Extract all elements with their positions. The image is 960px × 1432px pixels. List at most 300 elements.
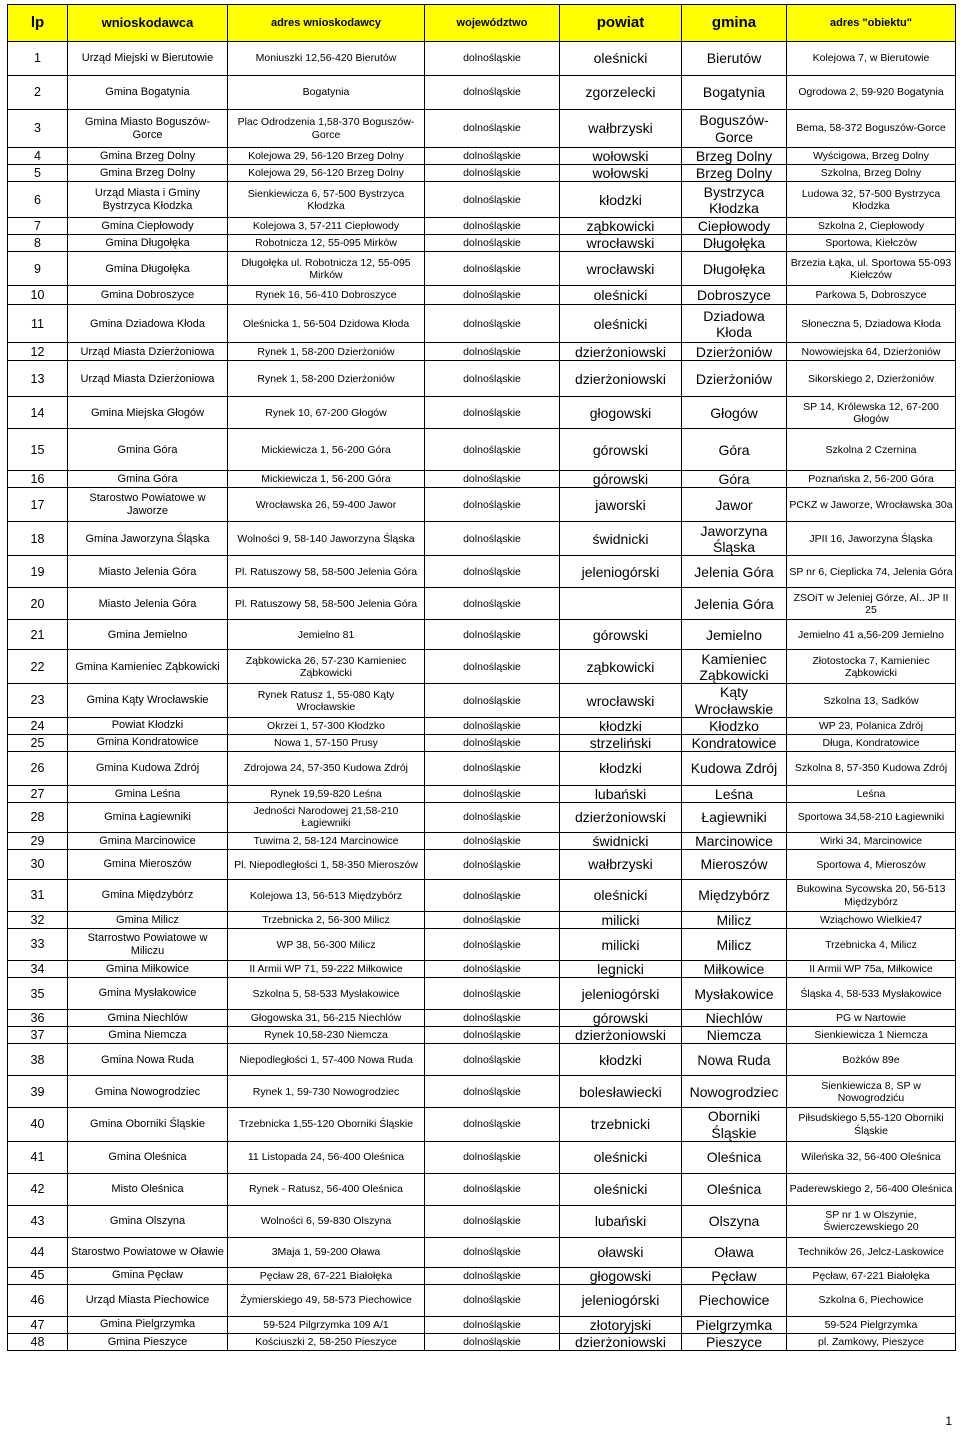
table-row — [8, 343, 956, 361]
table-row — [8, 912, 956, 929]
cell-powiat: głogowski — [560, 397, 682, 429]
cell-gmina: Jawor — [682, 488, 787, 522]
table-row — [8, 880, 956, 912]
cell-adres: Długołęka ul. Robotnicza 12, 55-095 Mirków — [228, 252, 425, 286]
cell-adres: 59-524 Pilgrzymka 109 A/1 — [228, 1316, 425, 1333]
cell-lp: 30 — [8, 850, 68, 880]
cell-gmina: Niemcza — [682, 1027, 787, 1044]
cell-adres: II Armii WP 71, 59-222 Miłkowice — [228, 961, 425, 978]
table-row — [8, 1284, 956, 1316]
cell-obiekt: Sportowa 4, Mieroszów — [787, 850, 956, 880]
cell-wnioskodawca: Gmina Jaworzyna Śląska — [68, 522, 228, 556]
cell-powiat: jeleniogórski — [560, 978, 682, 1010]
cell-gmina: Brzeg Dolny — [682, 148, 787, 165]
cell-wojewodztwo: dolnośląskie — [425, 286, 560, 305]
cell-lp: 48 — [8, 1333, 68, 1350]
cell-wojewodztwo: dolnośląskie — [425, 252, 560, 286]
cell-adres: Kolejowa 29, 56-120 Brzeg Dolny — [228, 148, 425, 165]
cell-lp: 5 — [8, 165, 68, 182]
cell-powiat: oleśnicki — [560, 880, 682, 912]
cell-gmina: Nowogrodziec — [682, 1076, 787, 1108]
cell-powiat: kłodzki — [560, 751, 682, 785]
cell-gmina: Dobroszyce — [682, 286, 787, 305]
cell-gmina: Międzybórz — [682, 880, 787, 912]
cell-wnioskodawca: Gmina Olszyna — [68, 1205, 228, 1237]
cell-wnioskodawca: Gmina Jemielno — [68, 620, 228, 650]
cell-wnioskodawca: Gmina Góra — [68, 429, 228, 471]
cell-wnioskodawca: Gmina Miłkowice — [68, 961, 228, 978]
cell-gmina: Jelenia Góra — [682, 588, 787, 620]
cell-lp: 40 — [8, 1108, 68, 1141]
cell-wojewodztwo: dolnośląskie — [425, 785, 560, 802]
cell-powiat: oleśnicki — [560, 1173, 682, 1205]
cell-wojewodztwo: dolnośląskie — [425, 488, 560, 522]
cell-lp: 33 — [8, 929, 68, 961]
cell-obiekt: Piłsudskiego 5,55-120 Oborniki Śląskie — [787, 1108, 956, 1141]
cell-lp: 38 — [8, 1044, 68, 1076]
cell-lp: 32 — [8, 912, 68, 929]
cell-wojewodztwo: dolnośląskie — [425, 1173, 560, 1205]
cell-obiekt: Sienkiewicza 8, SP w Nowogrodziću — [787, 1076, 956, 1108]
cell-lp: 26 — [8, 751, 68, 785]
cell-powiat: oleśnicki — [560, 42, 682, 76]
cell-gmina: Długołęka — [682, 252, 787, 286]
header-adres: adres wnioskodawcy — [228, 5, 425, 42]
cell-obiekt: Kolejowa 7, w Bierutowie — [787, 42, 956, 76]
cell-obiekt: PG w Nartowie — [787, 1010, 956, 1027]
cell-powiat: wałbrzyski — [560, 110, 682, 148]
cell-powiat: lubański — [560, 785, 682, 802]
cell-obiekt: Szkolna 8, 57-350 Kudowa Zdrój — [787, 751, 956, 785]
cell-obiekt: Szkolna 2 Czernina — [787, 429, 956, 471]
cell-obiekt: Ludowa 32, 57-500 Bystrzyca Kłodzka — [787, 182, 956, 218]
cell-adres: Mickiewicza 1, 56-200 Góra — [228, 471, 425, 488]
cell-gmina: Pieszyce — [682, 1333, 787, 1350]
cell-lp: 12 — [8, 343, 68, 361]
table-row — [8, 620, 956, 650]
cell-adres: Wolności 9, 58-140 Jaworzyna Śląska — [228, 522, 425, 556]
cell-wnioskodawca: Gmina Niechlów — [68, 1010, 228, 1027]
cell-obiekt: Pęcław, 67-221 Białołęka — [787, 1267, 956, 1284]
cell-lp: 19 — [8, 556, 68, 588]
cell-powiat: górowski — [560, 1010, 682, 1027]
cell-gmina: Bierutów — [682, 42, 787, 76]
cell-obiekt: ZSOiT w Jeleniej Górze, Al.. JP II 25 — [787, 588, 956, 620]
cell-gmina: Marcinowice — [682, 832, 787, 849]
cell-wojewodztwo: dolnośląskie — [425, 1108, 560, 1141]
cell-wojewodztwo: dolnośląskie — [425, 832, 560, 849]
cell-powiat: ząbkowicki — [560, 218, 682, 235]
cell-lp: 34 — [8, 961, 68, 978]
cell-powiat — [560, 588, 682, 620]
cell-wojewodztwo: dolnośląskie — [425, 588, 560, 620]
cell-powiat: złotoryjski — [560, 1316, 682, 1333]
cell-obiekt: Wirki 34, Marcinowice — [787, 832, 956, 849]
table-row — [8, 218, 956, 235]
cell-adres: Kolejowa 29, 56-120 Brzeg Dolny — [228, 165, 425, 182]
table-row — [8, 650, 956, 684]
cell-wnioskodawca: Gmina Kudowa Zdrój — [68, 751, 228, 785]
cell-obiekt: Sportowa 34,58-210 Łagiewniki — [787, 802, 956, 832]
cell-adres: Rynek 1, 58-200 Dzierżoniów — [228, 361, 425, 397]
cell-wojewodztwo: dolnośląskie — [425, 620, 560, 650]
cell-wnioskodawca: Gmina Kąty Wrocławskie — [68, 684, 228, 717]
table-row — [8, 148, 956, 165]
cell-gmina: Jaworzyna Śląska — [682, 522, 787, 556]
cell-wnioskodawca: Miasto Jelenia Góra — [68, 556, 228, 588]
cell-lp: 46 — [8, 1284, 68, 1316]
cell-wojewodztwo: dolnośląskie — [425, 1333, 560, 1350]
table-row — [8, 305, 956, 343]
table-row — [8, 1205, 956, 1237]
cell-wojewodztwo: dolnośląskie — [425, 1316, 560, 1333]
table-row — [8, 1333, 956, 1350]
cell-obiekt: Szkolna 6, Piechowice — [787, 1284, 956, 1316]
cell-wojewodztwo: dolnośląskie — [425, 1237, 560, 1267]
cell-wnioskodawca: Gmina Pieszyce — [68, 1333, 228, 1350]
cell-adres: Robotnicza 12, 55-095 Mirków — [228, 235, 425, 252]
cell-wnioskodawca: Gmina Ciepłowody — [68, 218, 228, 235]
table-row — [8, 684, 956, 717]
cell-lp: 24 — [8, 717, 68, 734]
header-obiekt: adres "obiektu" — [787, 5, 956, 42]
cell-powiat: wałbrzyski — [560, 850, 682, 880]
cell-adres: Okrzei 1, 57-300 Kłodzko — [228, 717, 425, 734]
cell-obiekt: 59-524 Pielgrzymka — [787, 1316, 956, 1333]
cell-wnioskodawca: Misto Oleśnica — [68, 1173, 228, 1205]
table-row — [8, 76, 956, 110]
table-row — [8, 397, 956, 429]
cell-gmina: Pęcław — [682, 1267, 787, 1284]
table-row — [8, 1044, 956, 1076]
cell-wnioskodawca: Gmina Miasto Boguszów-Gorce — [68, 110, 228, 148]
table-row — [8, 1108, 956, 1141]
cell-wnioskodawca: Gmina Milicz — [68, 912, 228, 929]
cell-gmina: Miłkowice — [682, 961, 787, 978]
cell-lp: 7 — [8, 218, 68, 235]
cell-adres: Wolności 6, 59-830 Olszyna — [228, 1205, 425, 1237]
cell-wojewodztwo: dolnośląskie — [425, 1076, 560, 1108]
cell-lp: 29 — [8, 832, 68, 849]
page-number: 1 — [945, 1414, 952, 1428]
cell-gmina: Oleśnica — [682, 1141, 787, 1173]
header-row — [8, 5, 956, 42]
cell-gmina: Milicz — [682, 929, 787, 961]
cell-powiat: lubański — [560, 1205, 682, 1237]
cell-powiat: strzeliński — [560, 734, 682, 751]
cell-obiekt: pl. Zamkowy, Pieszyce — [787, 1333, 956, 1350]
cell-obiekt: Sikorskiego 2, Dzierżoniów — [787, 361, 956, 397]
cell-obiekt: Bema, 58-372 Boguszów-Gorce — [787, 110, 956, 148]
cell-wnioskodawca: Urząd Miasta Dzierżoniowa — [68, 361, 228, 397]
cell-gmina: Kłodzko — [682, 717, 787, 734]
cell-adres: Głogowska 31, 56-215 Niechlów — [228, 1010, 425, 1027]
cell-wnioskodawca: Gmina Brzeg Dolny — [68, 148, 228, 165]
cell-adres: 11 Listopada 24, 56-400 Oleśnica — [228, 1141, 425, 1173]
cell-obiekt: Słoneczna 5, Dziadowa Kłoda — [787, 305, 956, 343]
cell-wojewodztwo: dolnośląskie — [425, 148, 560, 165]
cell-adres: Rynek - Ratusz, 56-400 Oleśnica — [228, 1173, 425, 1205]
table-row — [8, 961, 956, 978]
cell-powiat: dzierżoniowski — [560, 1333, 682, 1350]
cell-gmina: Bystrzyca Kłodzka — [682, 182, 787, 218]
cell-obiekt: Trzebnicka 4, Milicz — [787, 929, 956, 961]
table-row — [8, 522, 956, 556]
cell-powiat: górowski — [560, 429, 682, 471]
cell-adres: Ząbkowicka 26, 57-230 Kamieniec Ząbkowicki — [228, 650, 425, 684]
cell-adres: Sienkiewicza 6, 57-500 Bystrzyca Kłodzka — [228, 182, 425, 218]
table-row — [8, 235, 956, 252]
cell-wojewodztwo: dolnośląskie — [425, 734, 560, 751]
cell-obiekt: Jemielno 41 a,56-209 Jemielno — [787, 620, 956, 650]
table-row — [8, 182, 956, 218]
cell-lp: 17 — [8, 488, 68, 522]
cell-lp: 31 — [8, 880, 68, 912]
cell-powiat: milicki — [560, 929, 682, 961]
table-row — [8, 556, 956, 588]
cell-lp: 18 — [8, 522, 68, 556]
table-row — [8, 1267, 956, 1284]
cell-obiekt: Bożków 89e — [787, 1044, 956, 1076]
cell-wojewodztwo: dolnośląskie — [425, 751, 560, 785]
cell-wnioskodawca: Starostwo Powiatowe w Oławie — [68, 1237, 228, 1267]
cell-wojewodztwo: dolnośląskie — [425, 165, 560, 182]
cell-wojewodztwo: dolnośląskie — [425, 235, 560, 252]
cell-wnioskodawca: Gmina Oleśnica — [68, 1141, 228, 1173]
cell-wojewodztwo: dolnośląskie — [425, 429, 560, 471]
cell-obiekt: WP 23, Polanica Zdrój — [787, 717, 956, 734]
cell-powiat: zgorzelecki — [560, 76, 682, 110]
cell-wojewodztwo: dolnośląskie — [425, 1141, 560, 1173]
cell-lp: 27 — [8, 785, 68, 802]
cell-wojewodztwo: dolnośląskie — [425, 880, 560, 912]
cell-lp: 6 — [8, 182, 68, 218]
cell-lp: 23 — [8, 684, 68, 717]
cell-lp: 37 — [8, 1027, 68, 1044]
cell-wnioskodawca: Starrostwo Powiatowe w Miliczu — [68, 929, 228, 961]
cell-wnioskodawca: Urząd Miejski w Bierutowie — [68, 42, 228, 76]
cell-wojewodztwo: dolnośląskie — [425, 1205, 560, 1237]
cell-wnioskodawca: Gmina Nowa Ruda — [68, 1044, 228, 1076]
table-row — [8, 361, 956, 397]
cell-obiekt: Szkolna 2, Ciepłowody — [787, 218, 956, 235]
cell-wnioskodawca: Gmina Międzybórz — [68, 880, 228, 912]
cell-powiat: dzierżoniowski — [560, 1027, 682, 1044]
cell-obiekt: PCKZ w Jaworze, Wrocławska 30a — [787, 488, 956, 522]
cell-powiat: górowski — [560, 471, 682, 488]
cell-obiekt: Nowowiejska 64, Dzierżoniów — [787, 343, 956, 361]
table-row — [8, 110, 956, 148]
cell-adres: Kolejowa 3, 57-211 Ciepłowody — [228, 218, 425, 235]
cell-lp: 15 — [8, 429, 68, 471]
cell-lp: 21 — [8, 620, 68, 650]
cell-obiekt: Ogrodowa 2, 59-920 Bogatynia — [787, 76, 956, 110]
cell-adres: Pl. Niepodległości 1, 58-350 Mieroszów — [228, 850, 425, 880]
cell-powiat: wołowski — [560, 165, 682, 182]
cell-adres: Oleśnicka 1, 56-504 Dzidowa Kłoda — [228, 305, 425, 343]
cell-lp: 14 — [8, 397, 68, 429]
cell-wnioskodawca: Urząd Miasta i Gminy Bystrzyca Kłodzka — [68, 182, 228, 218]
cell-wojewodztwo: dolnośląskie — [425, 305, 560, 343]
cell-gmina: Łagiewniki — [682, 802, 787, 832]
cell-wojewodztwo: dolnośląskie — [425, 522, 560, 556]
cell-gmina: Piechowice — [682, 1284, 787, 1316]
cell-lp: 13 — [8, 361, 68, 397]
cell-gmina: Mieroszów — [682, 850, 787, 880]
cell-powiat: jeleniogórski — [560, 1284, 682, 1316]
cell-adres: Rynek 10,58-230 Niemcza — [228, 1027, 425, 1044]
cell-powiat: oleśnicki — [560, 286, 682, 305]
cell-wnioskodawca: Gmina Niemcza — [68, 1027, 228, 1044]
cell-gmina: Głogów — [682, 397, 787, 429]
cell-wnioskodawca: Gmina Dobroszyce — [68, 286, 228, 305]
cell-obiekt: Śląska 4, 58-533 Mysłakowice — [787, 978, 956, 1010]
cell-adres: Kolejowa 13, 56-513 Międzybórz — [228, 880, 425, 912]
cell-wojewodztwo: dolnośląskie — [425, 929, 560, 961]
cell-wnioskodawca: Gmina Miejska Głogów — [68, 397, 228, 429]
cell-gmina: Dziadowa Kłoda — [682, 305, 787, 343]
cell-adres: Kościuszki 2, 58-250 Pieszyce — [228, 1333, 425, 1350]
table-row — [8, 785, 956, 802]
cell-obiekt: SP 14, Królewska 12, 67-200 Głogów — [787, 397, 956, 429]
cell-gmina: Oława — [682, 1237, 787, 1267]
cell-gmina: Kudowa Zdrój — [682, 751, 787, 785]
cell-powiat: trzebnicki — [560, 1108, 682, 1141]
table-row — [8, 832, 956, 849]
cell-wojewodztwo: dolnośląskie — [425, 182, 560, 218]
cell-obiekt: SP nr 6, Cieplicka 74, Jelenia Góra — [787, 556, 956, 588]
cell-adres: Rynek 1, 58-200 Dzierżoniów — [228, 343, 425, 361]
cell-lp: 45 — [8, 1267, 68, 1284]
cell-wnioskodawca: Gmina Marcinowice — [68, 832, 228, 849]
cell-adres: Rynek 19,59-820 Leśna — [228, 785, 425, 802]
cell-powiat: ząbkowicki — [560, 650, 682, 684]
cell-lp: 10 — [8, 286, 68, 305]
cell-wnioskodawca: Gmina Leśna — [68, 785, 228, 802]
cell-adres: Niepodległości 1, 57-400 Nowa Ruda — [228, 1044, 425, 1076]
table-row — [8, 488, 956, 522]
cell-gmina: Leśna — [682, 785, 787, 802]
table-row — [8, 1010, 956, 1027]
cell-adres: Jedności Narodowej 21,58-210 Łagiewniki — [228, 802, 425, 832]
cell-powiat: świdnicki — [560, 832, 682, 849]
cell-wojewodztwo: dolnośląskie — [425, 912, 560, 929]
cell-wojewodztwo: dolnośląskie — [425, 961, 560, 978]
header-wnioskodawca: wnioskodawca — [68, 5, 228, 42]
cell-gmina: Oborniki Śląskie — [682, 1108, 787, 1141]
cell-wnioskodawca: Gmina Łagiewniki — [68, 802, 228, 832]
cell-powiat: wołowski — [560, 148, 682, 165]
cell-obiekt: Paderewskiego 2, 56-400 Oleśnica — [787, 1173, 956, 1205]
cell-powiat: oleśnicki — [560, 1141, 682, 1173]
cell-powiat: kłodzki — [560, 717, 682, 734]
cell-gmina: Jelenia Góra — [682, 556, 787, 588]
cell-obiekt: Brzezia Łąka, ul. Sportowa 55-093 Kiełczów — [787, 252, 956, 286]
cell-wojewodztwo: dolnośląskie — [425, 471, 560, 488]
cell-obiekt: Wileńska 32, 56-400 Oleśnica — [787, 1141, 956, 1173]
table-row — [8, 165, 956, 182]
cell-lp: 41 — [8, 1141, 68, 1173]
table-row — [8, 734, 956, 751]
table-row — [8, 978, 956, 1010]
cell-adres: Wrocławska 26, 59-400 Jawor — [228, 488, 425, 522]
cell-gmina: Milicz — [682, 912, 787, 929]
cell-gmina: Kondratowice — [682, 734, 787, 751]
cell-gmina: Ciepłowody — [682, 218, 787, 235]
cell-wojewodztwo: dolnośląskie — [425, 802, 560, 832]
table-row — [8, 1173, 956, 1205]
cell-obiekt: Parkowa 5, Dobroszyce — [787, 286, 956, 305]
cell-wnioskodawca: Gmina Nowogrodziec — [68, 1076, 228, 1108]
cell-lp: 1 — [8, 42, 68, 76]
table-row — [8, 1141, 956, 1173]
cell-wnioskodawca: Gmina Długołęka — [68, 235, 228, 252]
cell-obiekt: Wyścigowa, Brzeg Dolny — [787, 148, 956, 165]
cell-wnioskodawca: Gmina Pielgrzymka — [68, 1316, 228, 1333]
cell-obiekt: JPII 16, Jaworzyna Śląska — [787, 522, 956, 556]
cell-wojewodztwo: dolnośląskie — [425, 343, 560, 361]
cell-obiekt: Sportowa, Kiełczów — [787, 235, 956, 252]
cell-adres: Rynek 16, 56-410 Dobroszyce — [228, 286, 425, 305]
cell-powiat: dzierżoniowski — [560, 343, 682, 361]
cell-obiekt: Leśna — [787, 785, 956, 802]
cell-lp: 44 — [8, 1237, 68, 1267]
cell-lp: 47 — [8, 1316, 68, 1333]
cell-powiat: jaworski — [560, 488, 682, 522]
cell-gmina: Niechlów — [682, 1010, 787, 1027]
cell-adres: Rynek 1, 59-730 Nowogrodziec — [228, 1076, 425, 1108]
table-row — [8, 286, 956, 305]
cell-obiekt: SP nr 1 w Olszynie, Świerczewskiego 20 — [787, 1205, 956, 1237]
cell-lp: 20 — [8, 588, 68, 620]
cell-wnioskodawca: Miasto Jelenia Góra — [68, 588, 228, 620]
cell-gmina: Oleśnica — [682, 1173, 787, 1205]
cell-wnioskodawca: Urząd Miasta Piechowice — [68, 1284, 228, 1316]
cell-lp: 36 — [8, 1010, 68, 1027]
cell-gmina: Dzierżoniów — [682, 361, 787, 397]
cell-obiekt: Poznańska 2, 56-200 Góra — [787, 471, 956, 488]
cell-obiekt: Sienkiewicza 1 Niemcza — [787, 1027, 956, 1044]
cell-lp: 39 — [8, 1076, 68, 1108]
cell-wojewodztwo: dolnośląskie — [425, 42, 560, 76]
cell-wnioskodawca: Powiat Kłodzki — [68, 717, 228, 734]
cell-powiat: świdnicki — [560, 522, 682, 556]
table-row — [8, 929, 956, 961]
cell-adres: WP 38, 56-300 Milicz — [228, 929, 425, 961]
cell-wnioskodawca: Gmina Kamieniec Ząbkowicki — [68, 650, 228, 684]
table-row — [8, 252, 956, 286]
cell-gmina: Bogatynia — [682, 76, 787, 110]
table-row — [8, 802, 956, 832]
cell-lp: 43 — [8, 1205, 68, 1237]
cell-wnioskodawca: Starostwo Powiatowe w Jaworze — [68, 488, 228, 522]
cell-adres: Plac Odrodzenia 1,58-370 Boguszów-Gorce — [228, 110, 425, 148]
cell-gmina: Kamieniec Ząbkowicki — [682, 650, 787, 684]
cell-gmina: Długołęka — [682, 235, 787, 252]
cell-gmina: Brzeg Dolny — [682, 165, 787, 182]
cell-lp: 11 — [8, 305, 68, 343]
cell-wojewodztwo: dolnośląskie — [425, 1284, 560, 1316]
cell-wojewodztwo: dolnośląskie — [425, 397, 560, 429]
cell-lp: 8 — [8, 235, 68, 252]
header-wojewodztwo: województwo — [425, 5, 560, 42]
cell-adres: Mickiewicza 1, 56-200 Góra — [228, 429, 425, 471]
cell-adres: 3Maja 1, 59-200 Oława — [228, 1237, 425, 1267]
header-gmina: gmina — [682, 5, 787, 42]
cell-wnioskodawca: Gmina Kondratowice — [68, 734, 228, 751]
cell-adres: Moniuszki 12,56-420 Bierutów — [228, 42, 425, 76]
cell-wnioskodawca: Gmina Pęcław — [68, 1267, 228, 1284]
